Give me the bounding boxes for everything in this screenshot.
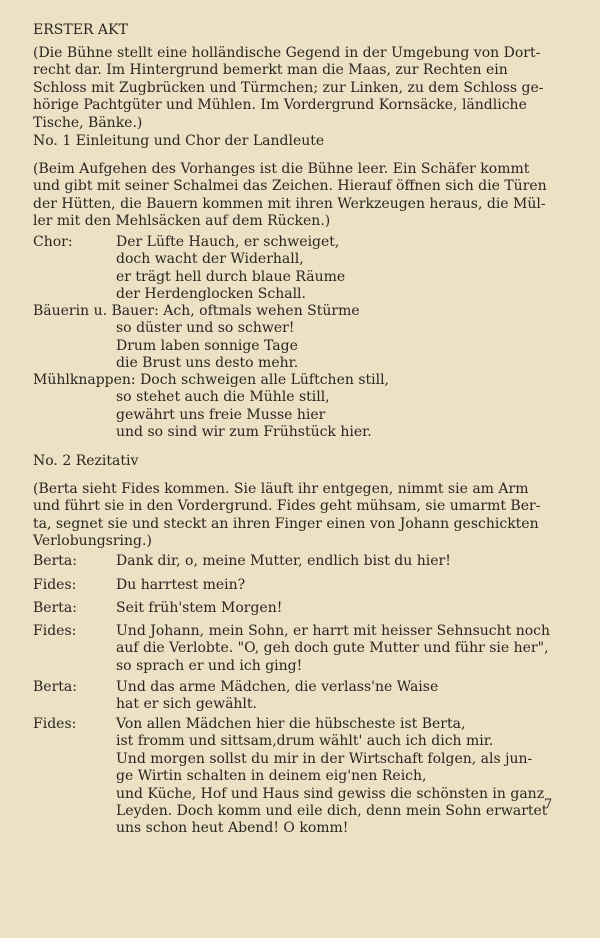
dialogue-line: Leyden. Doch komm und eile dich, denn mein Sohn erwartet [116,803,548,820]
speaker-line: Mühlknappen: Doch schweigen alle Lüftchen still, [33,372,390,388]
dialogue-line: so sprach er und ich ging! [116,657,303,674]
dialogue-line: Dank dir, o, meine Mutter, endlich bist du hier! [116,553,451,569]
text-line: (Berta sieht Fides kommen. Sie läuft ihr entgegen, nimmt sie am Arm [33,481,529,497]
dialogue-line: ge Wirtin schalten in deinem eig'nen Reich, [116,768,427,785]
verse-line: so stehet auch die Mühle still, [116,389,330,406]
text-line: recht dar. Im Hintergrund bemerkt man die Maas, zur Rechten ein [33,62,508,79]
text-line: (Beim Aufgehen des Vorhanges ist die Bühne leer. Ein Schäfer kommt [33,161,530,177]
speaker-label: Fides: [33,577,77,593]
speaker-label: Berta: [33,600,77,616]
dialogue-line: hat er sich gewählt. [116,696,257,713]
text-line: und führt sie in den Vordergrund. Fides geht mühsam, sie umarmt Ber- [33,498,541,515]
verse-line: doch wacht der Widerhall, [116,251,304,268]
number-1-heading: No. 1 Einleitung und Chor der Landleute [33,133,325,149]
baeuerin-verse [33,303,360,373]
text-line: der Hütten, die Bauern kommen mit ihren Werkzeugen heraus, die Mül- [33,195,546,212]
speaker-label: Chor: [33,234,73,250]
verse-line: so düster und so schwer! [116,320,295,337]
dialogue-line: Und morgen sollst du mir in der Wirtschaft folgen, als jun- [116,750,533,767]
dialogue-line: Seit früh'stem Morgen! [116,600,283,616]
act-title: ERSTER AKT [33,22,128,38]
verse-line: Drum laben sonnige Tage [116,337,298,354]
stage-direction-2 [33,161,547,231]
verse-line: der Herdenglocken Schall. [116,286,306,303]
number-2-heading: No. 2 Rezitativ [33,453,139,469]
speaker-line: Bäuerin u. Bauer: Ach, oftmals wehen Stürme [33,303,360,319]
text-line: ler mit den Mehlsäcken auf dem Rücken.) [33,213,331,230]
dialogue-line: Du harrtest mein? [116,577,246,593]
dialogue-line: Und das arme Mädchen, die verlass'ne Waise [116,679,439,695]
text-line: ta, segnet sie und steckt an ihren Finger einen von Johann geschickten [33,515,539,532]
text-line: Schloss mit Zugbrücken und Türmchen; zur Linken, zu dem Schloss ge- [33,79,544,96]
dialogue-line: uns schon heut Abend! O komm! [116,820,349,837]
text-line: und gibt mit seiner Schalmei das Zeichen. Hierauf öffnen sich die Türen [33,178,547,195]
speaker-label: Fides: [33,623,77,639]
dialogue-line: auf die Verlobte. "O, geh doch gute Mutter und führ sie her", [116,640,549,657]
verse-line: er trägt hell durch blaue Räume [116,268,346,285]
text-line: Tische, Bänke.) [33,114,143,131]
dialogue-line: ist fromm und sittsam,drum wählt' auch ich dich mir. [116,733,494,750]
text-line: hörige Pachtgüter und Mühlen. Im Vordergrund Kornsäcke, ländliche [33,97,527,114]
page-number: 7 [544,797,553,812]
verse-line: die Brust uns desto mehr. [116,355,299,372]
speaker-label: Fides: [33,716,77,732]
text-line: (Die Bühne stellt eine holländische Gegend in der Umgebung von Dort- [33,45,541,61]
stage-direction-3 [33,481,540,551]
dialogue-line: Und Johann, mein Sohn, er harrt mit heisser Sehnsucht noch [116,623,551,639]
dialogue-line: und Küche, Hof und Haus sind gewiss die schönsten in ganz [116,785,545,802]
verse-lines [116,234,345,304]
verse-line: Der Lüfte Hauch, er schweiget, [116,234,340,250]
speaker-label: Berta: [33,553,77,569]
speaker-label: Berta: [33,679,77,695]
verse-line: gewährt uns freie Musse hier [116,406,326,423]
stage-direction-1 [33,45,544,132]
text-line: Verlobungsring.) [33,533,152,550]
verse-line: und so sind wir zum Frühstück hier. [116,424,372,441]
muehlknappen-verse [33,372,389,442]
dialogue-line: Von allen Mädchen hier die hübscheste ist Berta, [116,716,466,732]
